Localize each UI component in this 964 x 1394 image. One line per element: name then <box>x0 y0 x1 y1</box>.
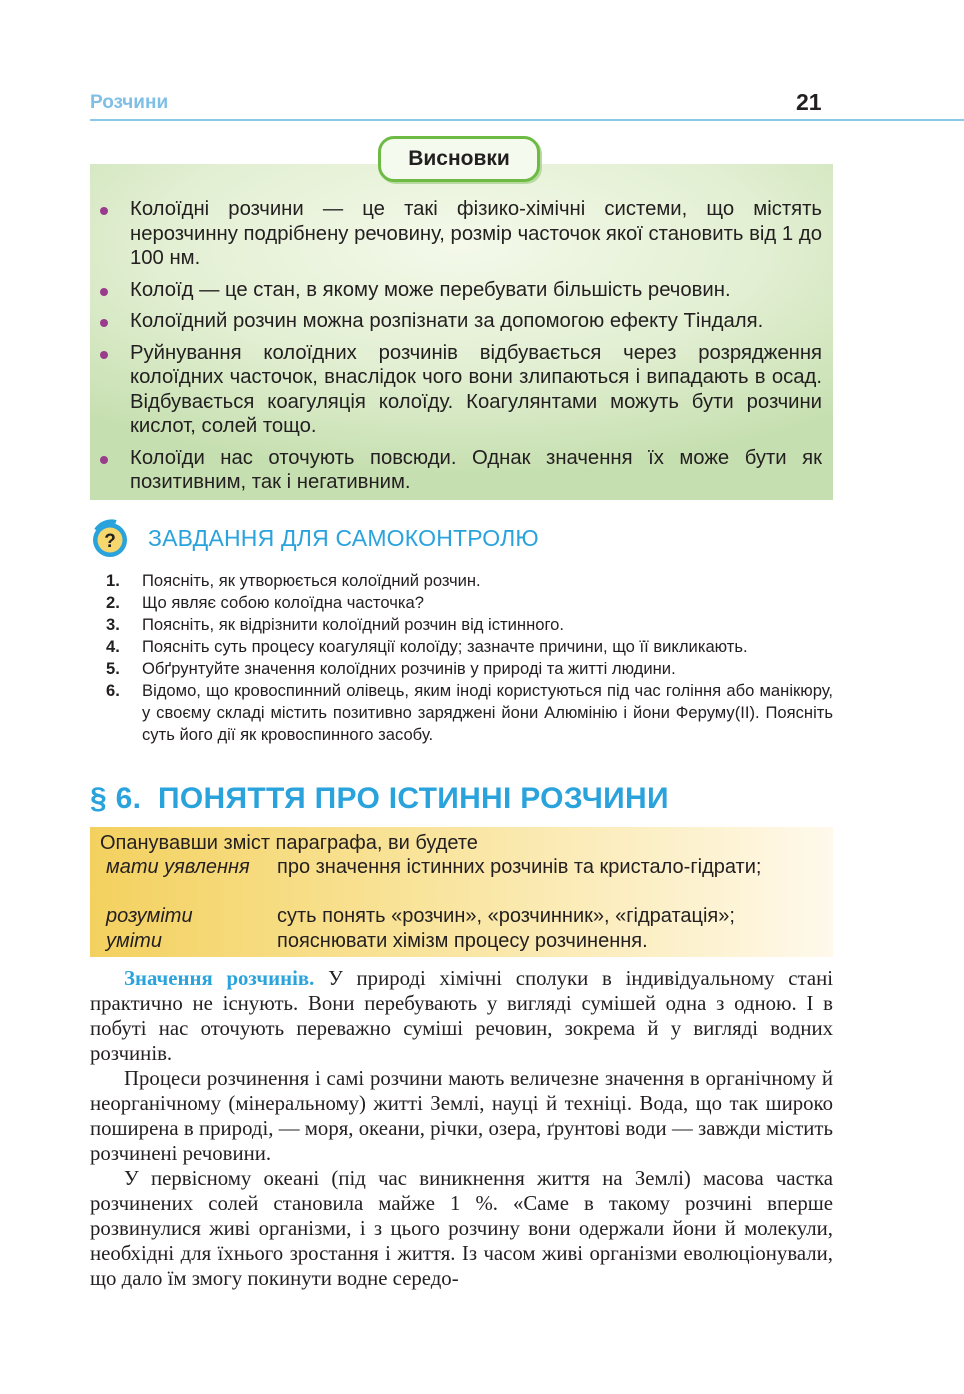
question-icon <box>90 518 128 560</box>
task-number: 3. <box>106 615 120 634</box>
task-number: 2. <box>106 593 120 612</box>
conclusions-list <box>100 197 822 502</box>
conclusion-item <box>100 446 822 495</box>
task-item <box>106 680 833 746</box>
goal-description: про значення істинних розчинів та кристало-гідрати; <box>277 856 762 878</box>
running-header-section: Розчини <box>90 92 169 113</box>
bullet-icon <box>100 207 108 215</box>
conclusion-item <box>100 278 822 303</box>
task-item <box>106 592 833 614</box>
bullet-icon <box>100 288 108 296</box>
paragraph-number: § 6. <box>90 782 142 815</box>
bullet-icon <box>100 351 108 359</box>
svg-text:?: ? <box>104 531 116 552</box>
page-number: 21 <box>796 89 822 115</box>
task-text: Обґрунтуйте значення колоїдних розчинів у природі та житті людини. <box>142 659 676 678</box>
body-paragraph-text: У природі хімічні сполуки в індивідуальному стані практично не існують. Вони перебувають у вигляді сумішей одна з одною. І в побуті нас оточують переважно суміші речовин, зокрема й у вигляді водних розчинів. <box>90 967 834 1065</box>
learning-goals-intro: Опанувавши зміст параграфа, ви будете <box>100 832 478 854</box>
paragraph-title: ПОНЯТТЯ ПРО ІСТИННІ РОЗЧИНИ <box>158 782 669 815</box>
goal-description: суть понять «розчин», «розчинник», «гідратація»; <box>277 905 735 927</box>
task-number: 5. <box>106 659 120 678</box>
paragraph-heading <box>90 782 669 816</box>
task-number: 6. <box>106 681 120 700</box>
self-control-list <box>106 570 833 746</box>
goal-term: уміти <box>106 930 162 952</box>
body-paragraph <box>90 966 833 1066</box>
task-item <box>106 636 833 658</box>
task-text: Поясніть суть процесу коагуляції колоїду; зазначте причини, що її викликають. <box>142 637 748 656</box>
conclusion-text: Руйнування колоїдних розчинів відбувається через розрядження колоїдних часточок, внаслідок чого вони злипаються і випадають в осад. Відбувається коагуляція колоїду. Коагулянтами можуть бути розчини кислот, солей тощо. <box>130 341 822 437</box>
task-number: 1. <box>106 571 120 590</box>
task-text: Поясніть, як утворюється колоїдний розчин. <box>142 571 481 590</box>
conclusion-text: Колоїди нас оточують повсюди. Однак значення їх може бути як позитивним, так і негативним. <box>130 446 822 493</box>
conclusion-text: Колоїдний розчин можна розпізнати за допомогою ефекту Тіндаля. <box>130 310 764 332</box>
self-control-title: ЗАВДАННЯ ДЛЯ САМОКОНТРОЛЮ <box>148 525 539 551</box>
conclusion-text: Колоїд — це стан, в якому може перебувати більшість речовин. <box>130 278 731 301</box>
body-text <box>90 966 833 1291</box>
conclusion-item <box>100 309 822 334</box>
conclusion-item <box>100 197 822 271</box>
task-text: Поясніть, як відрізнити колоїдний розчин від істинного. <box>142 615 564 634</box>
goal-term: мати уявлення <box>106 856 250 878</box>
task-number: 4. <box>106 637 120 656</box>
task-text: Що являє собою колоїдна часточка? <box>142 593 424 612</box>
body-paragraph: Процеси розчинення і самі розчини мають величезне значення в органічному й неорганічному (мінеральному) житті Землі, науці й техніці. Вода, що так широко поширена в природі, — моря, океани, річки, озера, ґрунтові води — завжди містить розчинені речовини. <box>90 1067 833 1165</box>
task-item <box>106 614 833 636</box>
conclusion-item <box>100 341 822 439</box>
header-rule <box>90 119 964 121</box>
goal-term: розуміти <box>106 905 193 927</box>
task-item <box>106 658 833 680</box>
bullet-icon <box>100 319 108 327</box>
goal-description: пояснювати хімізм процесу розчинення. <box>277 930 648 952</box>
paragraph-lead-in: Значення розчинів. <box>124 967 315 990</box>
bullet-icon <box>100 456 108 464</box>
conclusion-text: Колоїдні розчини — це такі фізико-хімічні системи, що містять нерозчинну подрібнену речовину, розмір часточок якої становить від 1 до 100 нм. <box>130 198 822 269</box>
conclusions-label: Висновки <box>378 136 540 182</box>
task-item <box>106 570 833 592</box>
body-paragraph: У первісному океані (під час виникнення життя на Землі) масова частка розчинених солей становила майже 1 %. «Саме в такому розчині вперше розвинулися живі організми, і з цього розчину вони одержали йони й молекули, необхідні для їхнього зростання і життя. Із часом живі організми еволюціонували, що дало їм змогу покинути водне середо- <box>90 1167 833 1290</box>
task-text: Відомо, що кровоспинний олівець, яким іноді користуються під час гоління або манікюру, у своєму складі містить позитивно заряджені йони Алюмінію і йони Феруму(ІІ). Поясніть суть його дії як кровоспинного засобу. <box>142 681 833 744</box>
